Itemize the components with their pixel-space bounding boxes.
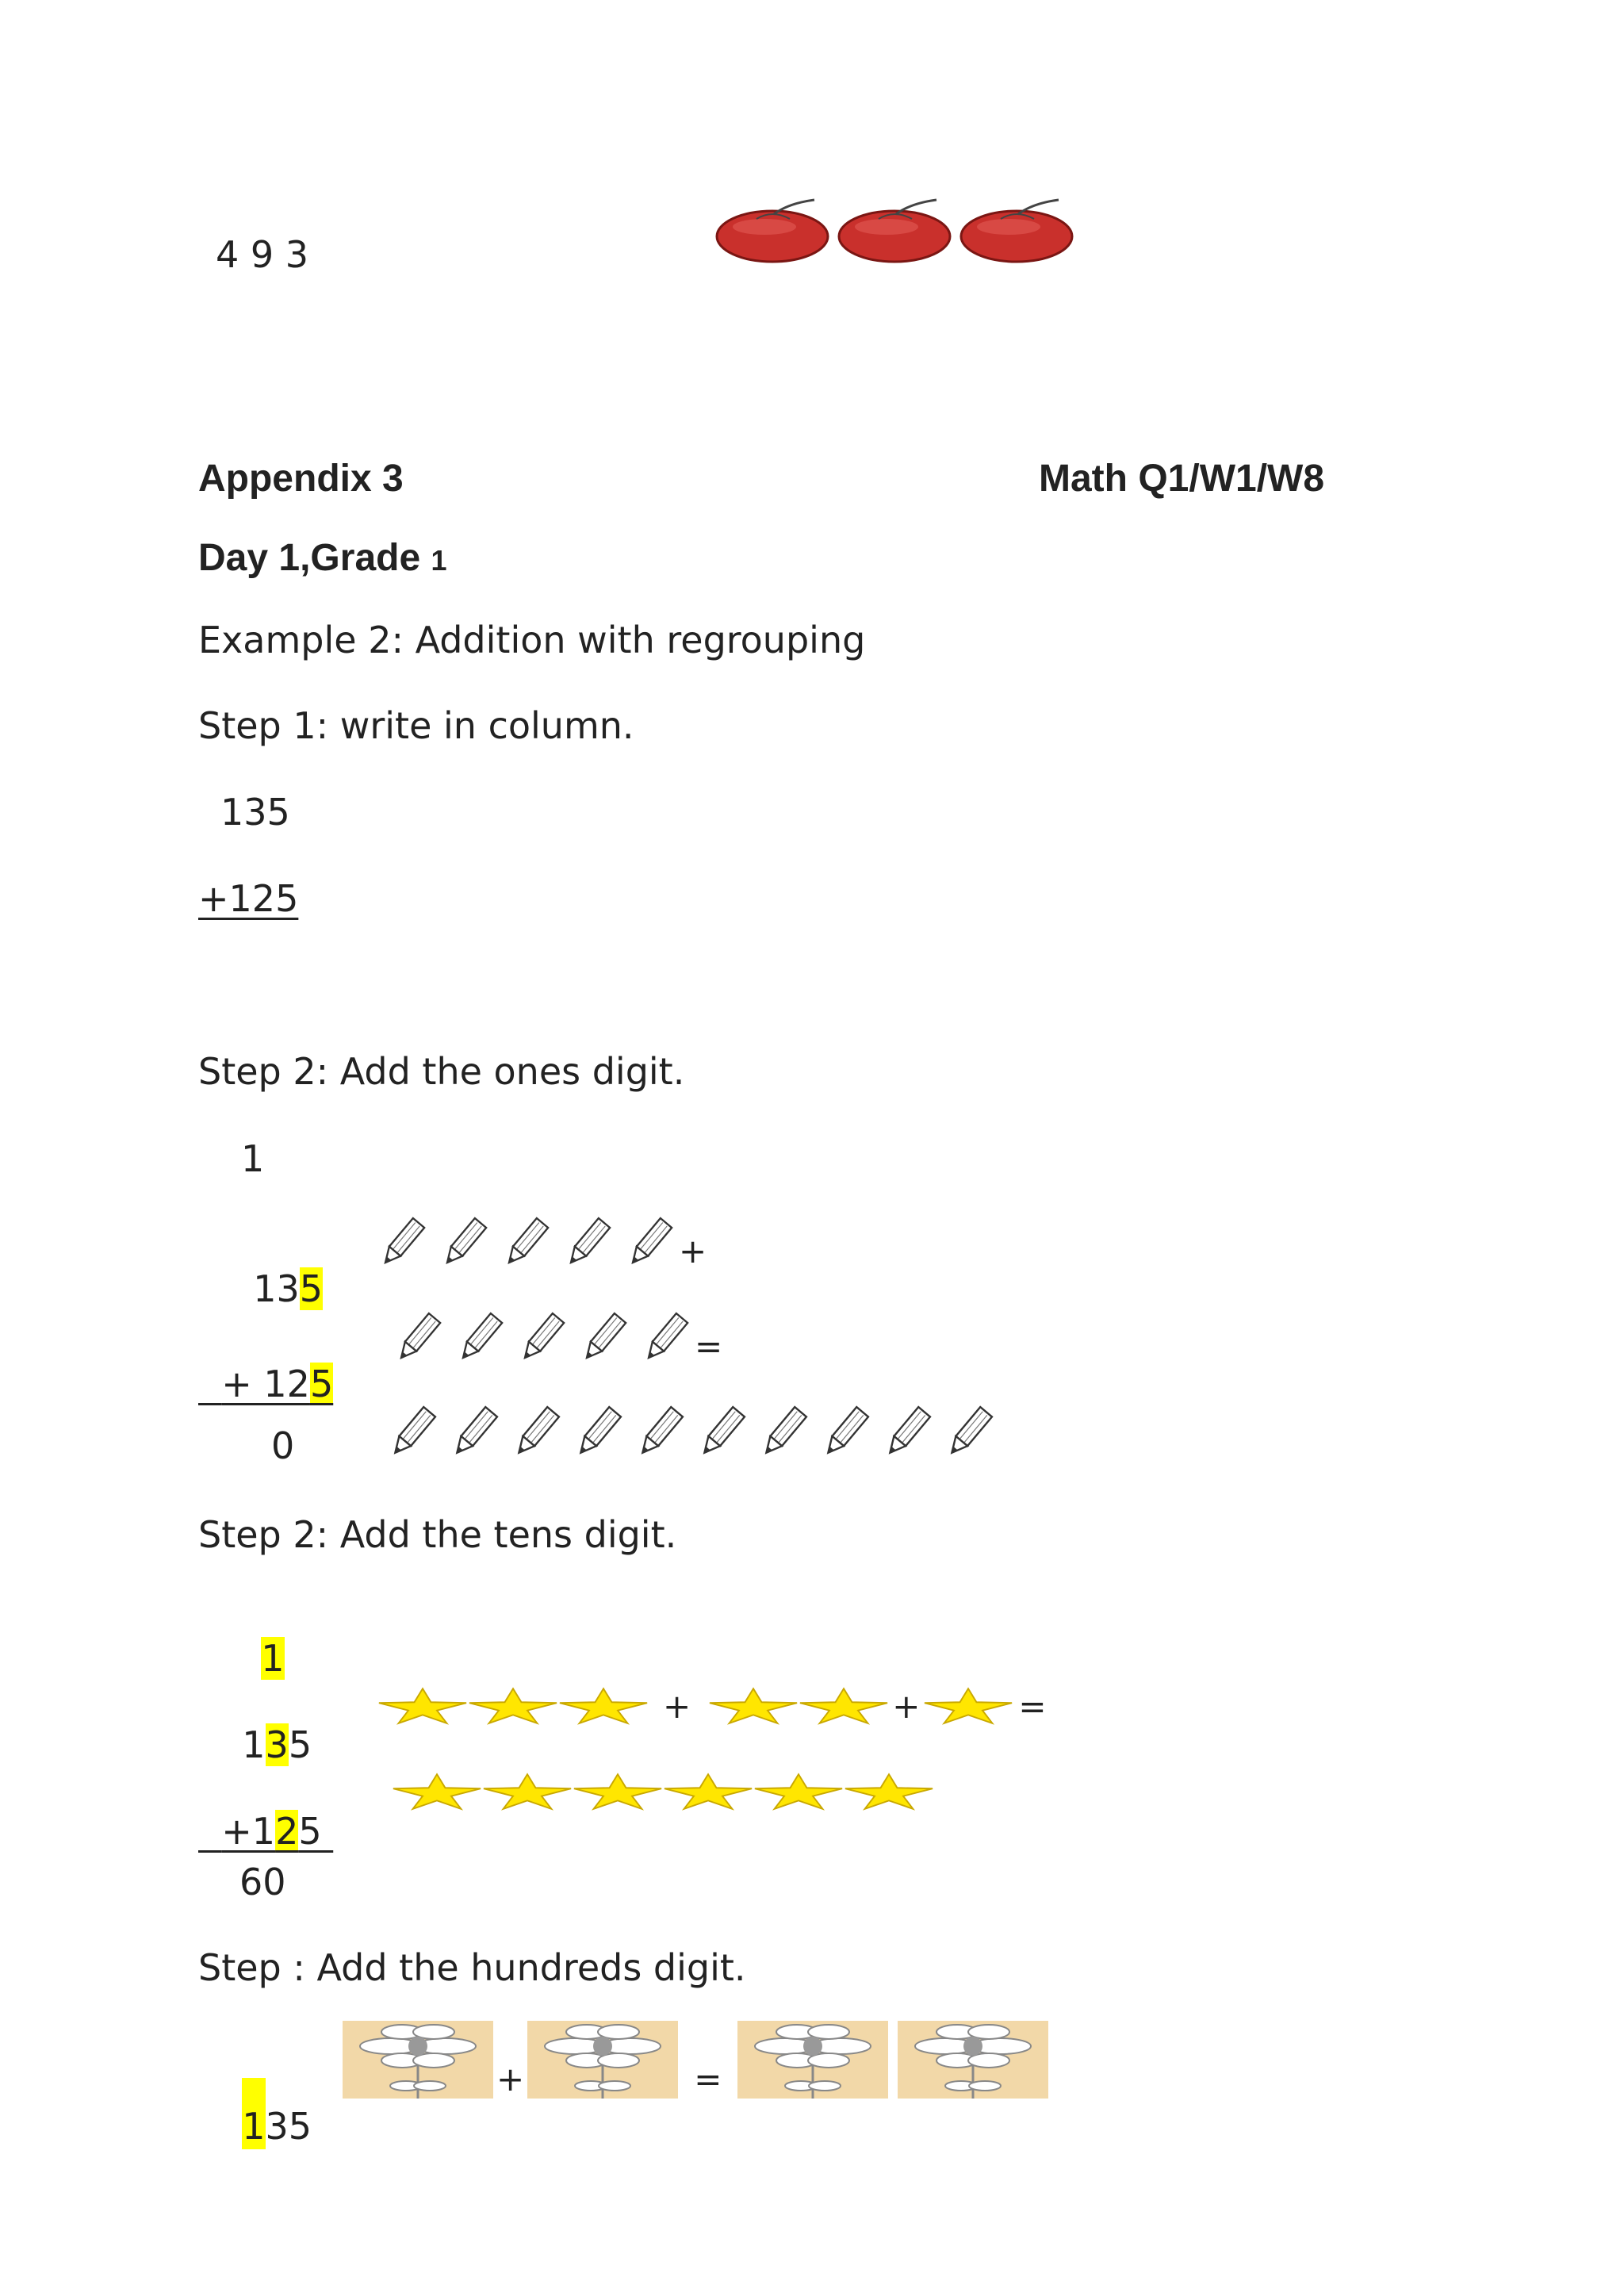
tens-result: 60 (239, 1861, 286, 1903)
example-title: Example 2: Addition with regrouping (198, 619, 866, 661)
apple-group (715, 195, 1078, 266)
star-icon (468, 1686, 558, 1726)
pencil-icon (436, 1215, 492, 1271)
pencil-icon (622, 1215, 677, 1271)
step1-addend2: +125 (198, 877, 299, 920)
pencil-icon (384, 1404, 441, 1461)
pencil-icon (576, 1310, 631, 1366)
star-row-2 (392, 1772, 934, 1811)
plus-sign: + (892, 1686, 921, 1726)
pencil-icon (560, 1215, 615, 1271)
tens-digit-highlight: 3 (265, 1723, 289, 1766)
ones-result: 0 (271, 1424, 295, 1467)
course-code: Math Q1/W1/W8 (1039, 458, 1325, 500)
plus-sign: + (496, 2060, 525, 2099)
pencil-row-1 (374, 1215, 707, 1271)
tens-addend1: 135 (242, 1723, 312, 1766)
ones-addend1: 135 (253, 1267, 324, 1310)
star-row-1 (377, 1686, 1047, 1726)
pencil-icon (817, 1404, 874, 1461)
plus-sign: + (663, 1686, 691, 1726)
step1-title: Step 1: write in column. (198, 704, 634, 747)
flower-icon (527, 2021, 678, 2099)
flower-row (343, 2021, 1048, 2099)
pencil-icon (498, 1215, 553, 1271)
pencil-icon (446, 1404, 503, 1461)
tens-carry: 1 (261, 1637, 285, 1680)
star-icon (377, 1686, 468, 1726)
star-icon (573, 1772, 663, 1811)
pencil-icon (879, 1404, 936, 1461)
tens-addend2: +125 (221, 1810, 334, 1853)
pencil-icon (452, 1310, 508, 1366)
pencil-row-result (384, 1404, 998, 1461)
step2-ones-title: Step 2: Add the ones digit. (198, 1050, 685, 1093)
step1-addend1: 135 (220, 791, 290, 834)
ones-digit-highlight: 5 (299, 1267, 324, 1310)
flower-icon (737, 2021, 888, 2099)
flower-icon (898, 2021, 1048, 2099)
pencil-icon (940, 1404, 998, 1461)
pencil-icon (638, 1310, 693, 1366)
hundreds-addend1: 135 (219, 2072, 312, 2149)
equals-sign: = (694, 2060, 722, 2099)
star-icon (663, 1772, 753, 1811)
equals-sign: = (695, 1326, 723, 1366)
star-icon (482, 1772, 573, 1811)
star-icon (753, 1772, 844, 1811)
pencil-icon (693, 1404, 750, 1461)
pencil-icon (755, 1404, 812, 1461)
pencil-icon (390, 1310, 446, 1366)
star-icon (708, 1686, 799, 1726)
top-number: 4 9 3 (216, 233, 309, 276)
ones-carry: 1 (241, 1137, 265, 1180)
step2-tens-title: Step 2: Add the tens digit. (198, 1513, 677, 1556)
equals-sign: = (1018, 1686, 1047, 1726)
pencil-icon (631, 1404, 688, 1461)
tens-digit-highlight: 2 (275, 1810, 299, 1853)
apple-icon (959, 195, 1078, 266)
star-icon (799, 1686, 889, 1726)
pencil-icon (374, 1215, 430, 1271)
star-icon (392, 1772, 482, 1811)
hundreds-digit-highlight: 1 (242, 2078, 265, 2149)
star-icon (923, 1686, 1013, 1726)
star-icon (558, 1686, 649, 1726)
pencil-row-2 (390, 1310, 722, 1366)
star-icon (844, 1772, 934, 1811)
pencil-icon (508, 1404, 565, 1461)
day-grade (198, 536, 447, 580)
pencil-icon (514, 1310, 569, 1366)
flower-icon (343, 2021, 493, 2099)
day-grade-label: Day 1,Grade (198, 537, 421, 579)
apple-icon (837, 195, 956, 266)
grade-number: 1 (431, 544, 447, 577)
apple-icon (715, 195, 834, 266)
step-hundreds-title: Step : Add the hundreds digit. (198, 1946, 746, 1989)
plus-sign: + (679, 1231, 707, 1271)
ones-addend2: + 125 (221, 1363, 334, 1405)
ones-digit-highlight: 5 (309, 1363, 334, 1405)
appendix-heading: Appendix 3 (198, 458, 404, 500)
pencil-icon (569, 1404, 626, 1461)
